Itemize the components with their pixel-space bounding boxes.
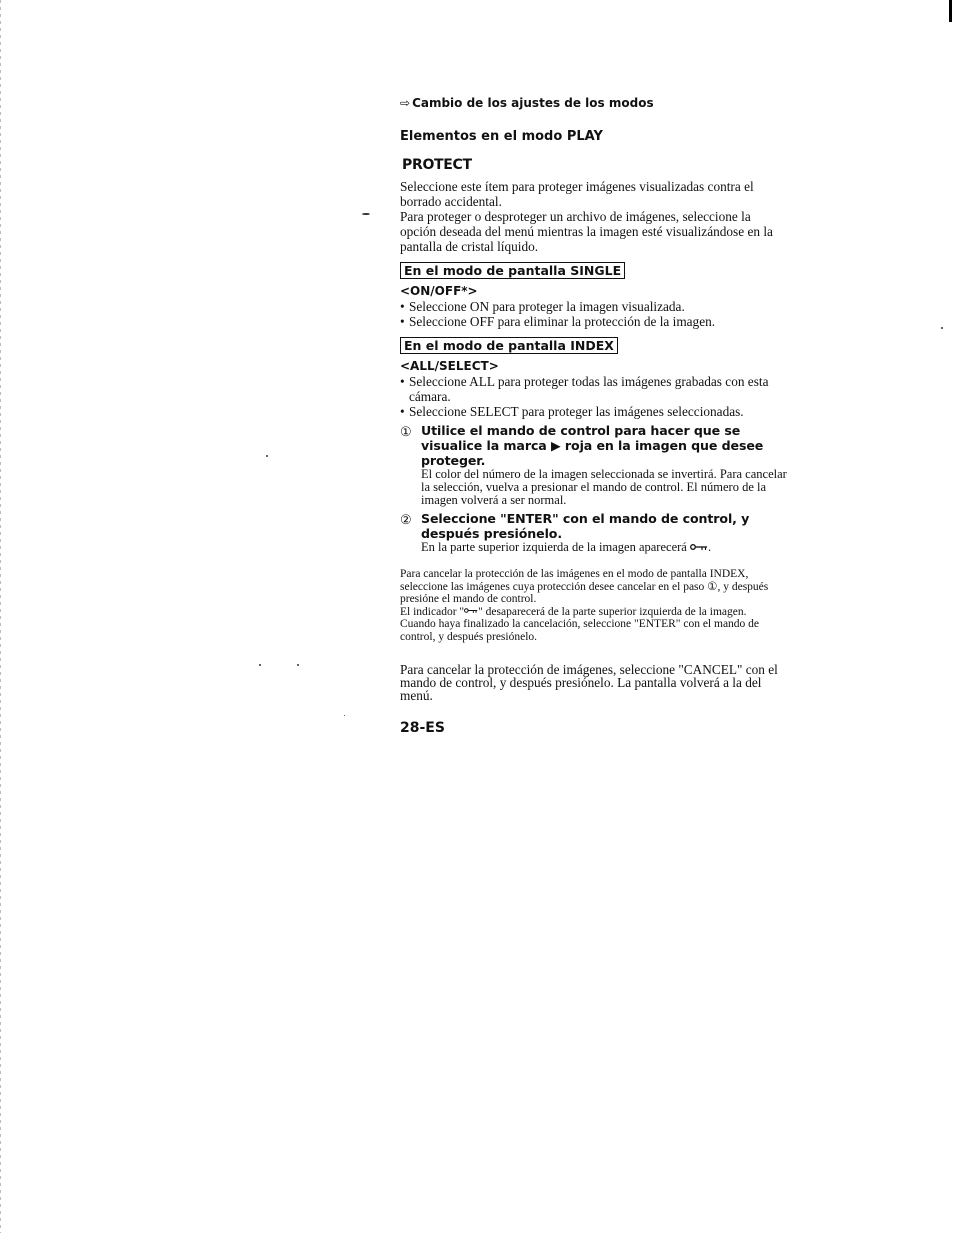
note-line <box>400 568 790 606</box>
note-line <box>400 606 790 619</box>
single-mode-label: En el modo de pantalla SINGLE <box>400 262 625 279</box>
step-body: En la parte superior izquierda de la imagen aparecerá . <box>421 540 712 554</box>
list-item: • Seleccione ON para proteger la imagen visualizada. <box>400 299 790 314</box>
step-body: El color del número de la imagen seleccionada se invertirá. Para cancelar la selección, vuelva a presionar el mando de control. El número de la imagen volverá a ser normal. <box>421 467 787 507</box>
step-2 <box>400 511 790 554</box>
intro-paragraph: Para proteger o desproteger un archivo de imágenes, seleccione la opción deseada del menú mientras la imagen esté visualizándose en la pantalla de cristal líquido. <box>400 209 773 254</box>
list-item: • Seleccione SELECT para proteger las imágenes seleccionadas. <box>400 404 790 419</box>
index-mode-label: En el modo de pantalla INDEX <box>400 337 618 354</box>
section-title: Elementos en el modo PLAY <box>400 129 603 144</box>
step-title <box>421 423 790 468</box>
note-text: , y después presióne el mando de control. <box>400 580 769 605</box>
single-mode-bullets <box>400 299 790 329</box>
scan-speck <box>344 715 345 716</box>
step-number: ② <box>400 512 412 527</box>
list-item: • Seleccione ALL para proteger todas las imágenes grabadas con esta cámara. <box>400 374 790 404</box>
step-number: ① <box>400 424 412 439</box>
note-text: " desaparecerá de la parte superior izquierda de la imagen. <box>478 605 747 618</box>
play-marker-icon: ▶ <box>551 438 561 453</box>
item-title: PROTECT <box>402 157 472 173</box>
page-number: 28-ES <box>400 720 445 736</box>
single-mode-options: <ON/OFF*> <box>400 284 478 298</box>
manual-page <box>400 95 790 736</box>
scan-speck <box>297 664 299 666</box>
key-icon <box>464 607 478 615</box>
closing-paragraph: Para cancelar la protección de imágenes, seleccione "CANCEL" con el mando de control, y después presiónelo. La pantalla volverá a la del menú. <box>400 662 778 703</box>
key-icon <box>690 543 708 551</box>
breadcrumb-text: Cambio de los ajustes de los modos <box>412 96 654 110</box>
index-mode-options: <ALL/SELECT> <box>400 359 499 373</box>
scan-mark <box>949 0 952 22</box>
item-intro <box>400 179 790 254</box>
scan-speck <box>259 664 261 666</box>
breadcrumb <box>400 95 790 111</box>
list-item: • Seleccione OFF para eliminar la protección de la imagen. <box>400 314 790 329</box>
note-text: El indicador " <box>400 605 465 618</box>
scan-edge <box>0 0 1 1233</box>
scan-speck <box>362 213 370 215</box>
index-mode-bullets <box>400 374 790 419</box>
scan-speck <box>266 455 268 457</box>
step-title-part: Utilice el mando de control para hacer que se visualice la marca <box>421 423 741 453</box>
arrow-right-icon: ⇨ <box>400 96 411 110</box>
note-text: Para cancelar la protección de las imágenes en el modo de pantalla INDEX, seleccione las imágenes cuya protección desee cancelar en el paso <box>400 568 749 593</box>
scan-speck <box>941 327 943 329</box>
step-body-text: En la parte superior izquierda de la imagen aparecerá <box>421 540 687 554</box>
step-1 <box>400 423 790 507</box>
intro-paragraph: Seleccione este ítem para proteger imágenes visualizadas contra el borrado accidental. <box>400 179 754 209</box>
note-line: Cuando haya finalizado la cancelación, seleccione "ENTER" con el mando de control, y después presiónelo. <box>400 618 760 643</box>
step-title-part: roja en la imagen que desee proteger. <box>421 438 764 468</box>
note-block <box>400 568 790 643</box>
step-title: Seleccione "ENTER" con el mando de control, y después presiónelo. <box>421 511 750 541</box>
step-ref: ① <box>707 580 718 593</box>
